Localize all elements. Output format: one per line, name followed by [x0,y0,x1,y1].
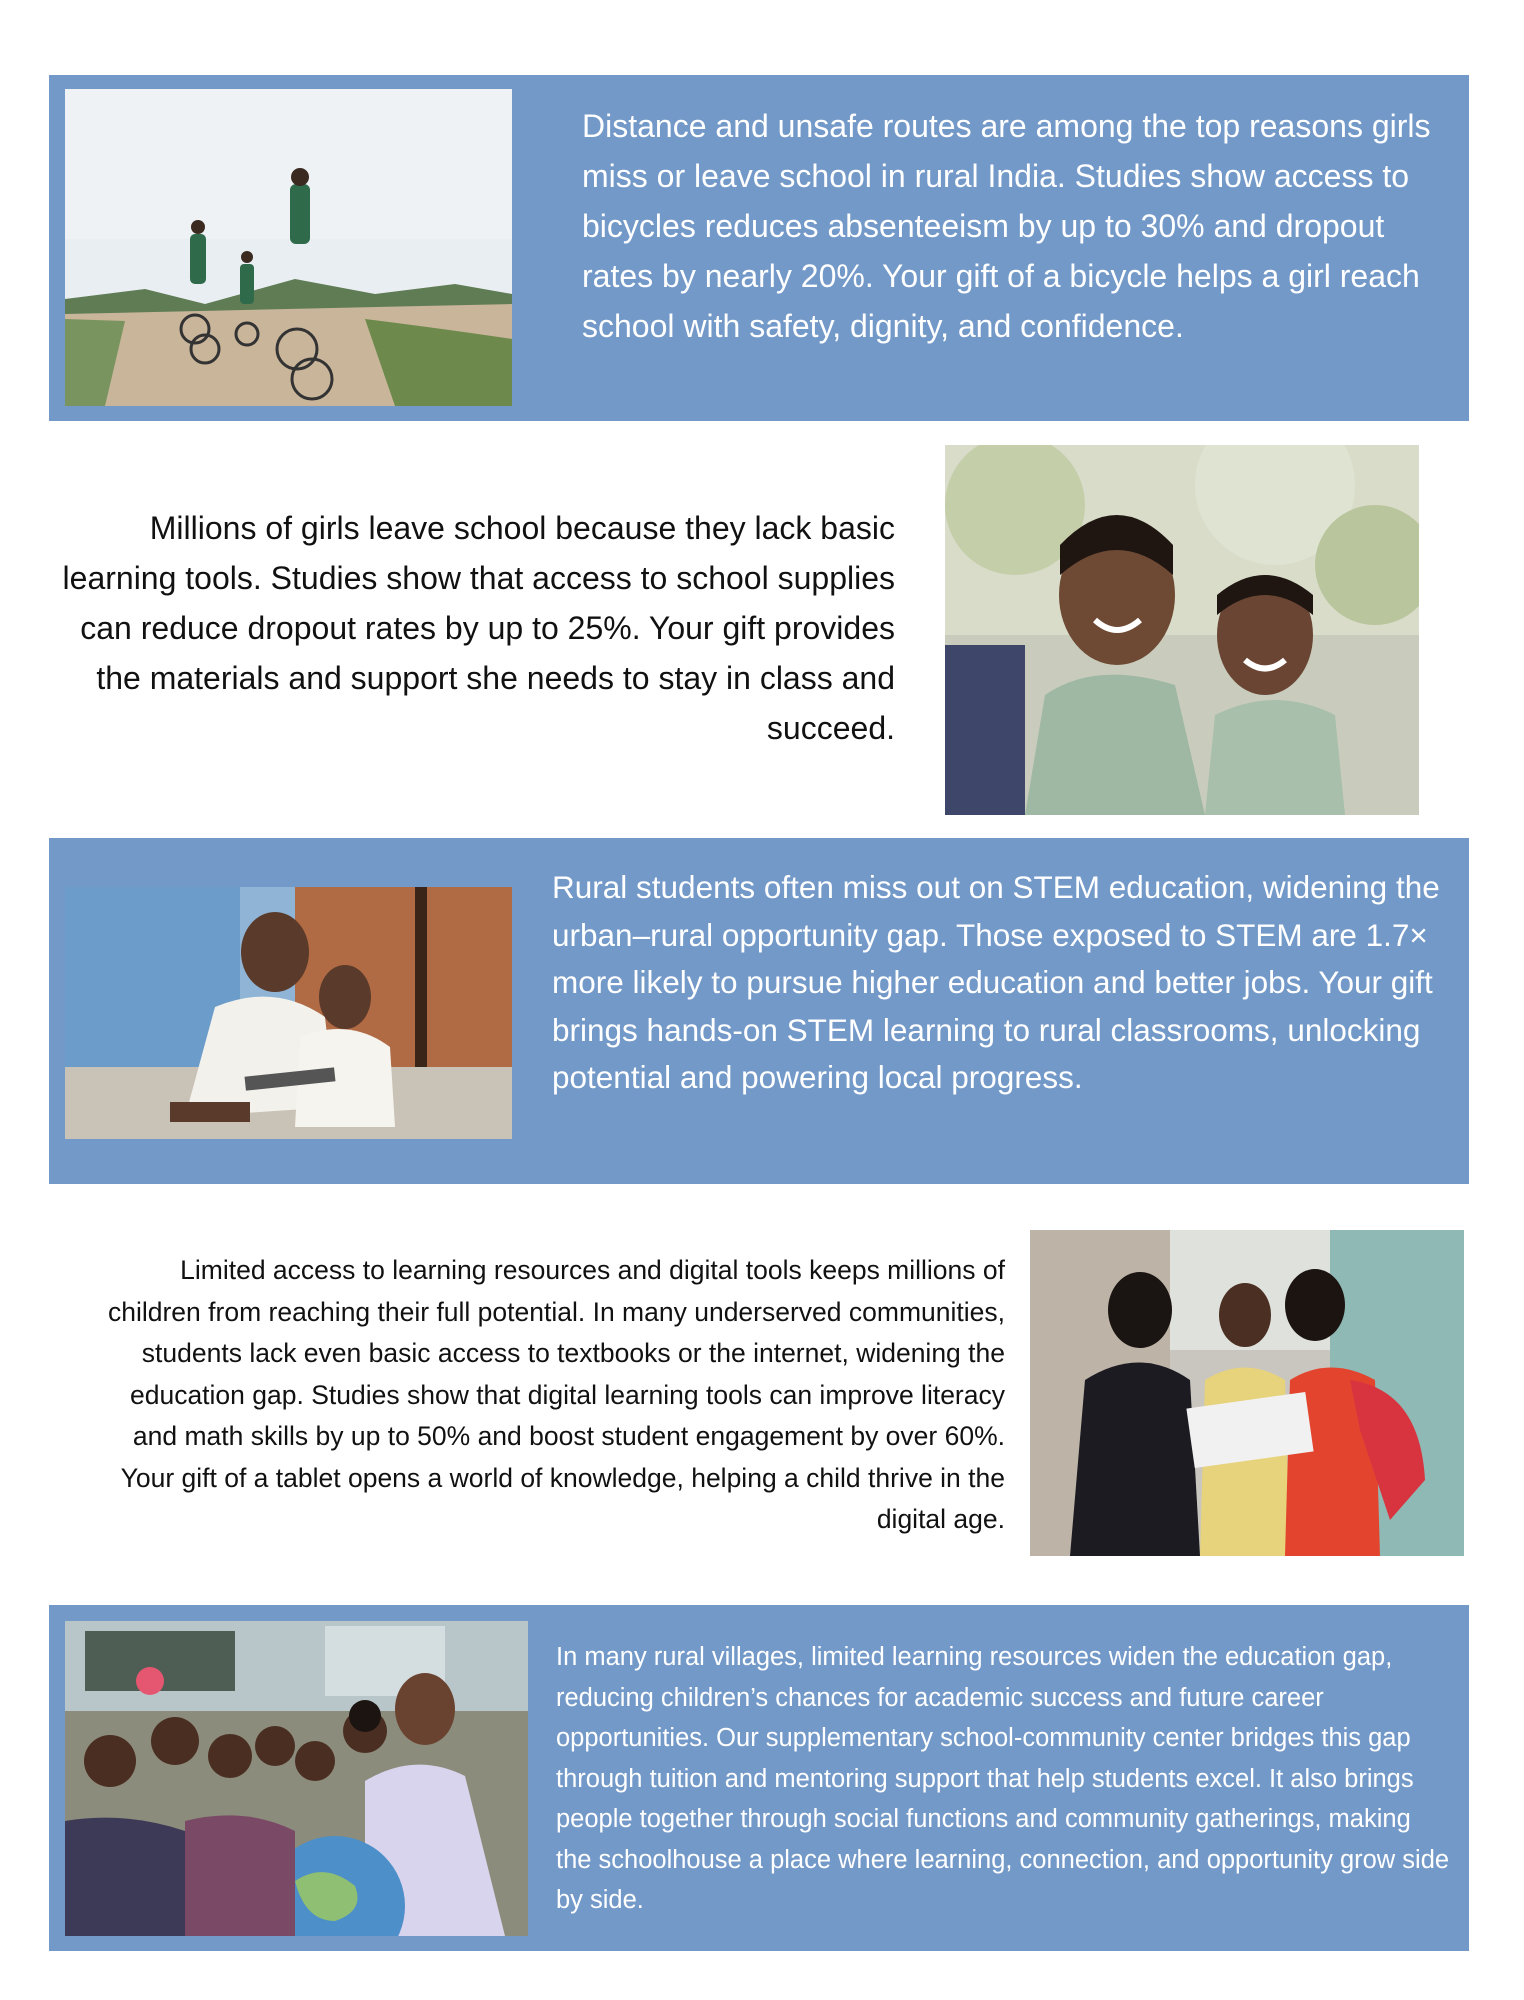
girls-with-tablet-photo [65,887,512,1139]
section-tablets-text: Limited access to learning resources and digital tools keeps millions of children from reaching their full potential. In many underserved communities, students lack even basic access to textbooks or the internet, widening the education gap. Studies show that digital learning tools can improve literacy and math skills by up to 50% and boost student engagement by over 60%. Your gift of a tablet opens a world of knowledge, helping a child thrive in the digital age. [107,1255,1005,1534]
section-stem-text: Rural students often miss out on STEM education, widening the urban–rural opportunity gap. Those exposed to STEM are 1.7× more likely to pursue higher education and better jobs. Your gift brings hands-on STEM learning to rural classrooms, unlocking potential and powering local progress. [552,869,1440,1095]
section-school-supplies-text: Millions of girls leave school because they lack basic learning tools. Studies show that access to school supplies can reduce dropout rates by up to 25%. Your gift provides the materials and support she needs to stay in class and succeed. [62,510,895,746]
students-reading-outdoors-photo [1030,1230,1464,1556]
teacher-with-globe-photo [65,1621,528,1936]
section-bicycles-text: Distance and unsafe routes are among the top reasons girls miss or leave school in rural India. Studies show access to bicycles reduces absenteeism by up to 30% and dropout rates by nearly 20%. Your gift of a bicycle helps a girl reach school with safety, dignity, and confidence. [582,108,1431,344]
section-community-center-text: In many rural villages, limited learning resources widen the education gap, reducing children’s chances for academic success and future career opportunities. Our supplementary school-community center bridges this gap through tuition and mentoring support that help students excel. It also brings people together through social functions and community gatherings, making the schoolhouse a place where learning, connection, and opportunity grow side by side. [556,1643,1450,1914]
girls-riding-bicycles-photo [65,89,512,406]
smiling-schoolgirls-photo [945,445,1419,815]
